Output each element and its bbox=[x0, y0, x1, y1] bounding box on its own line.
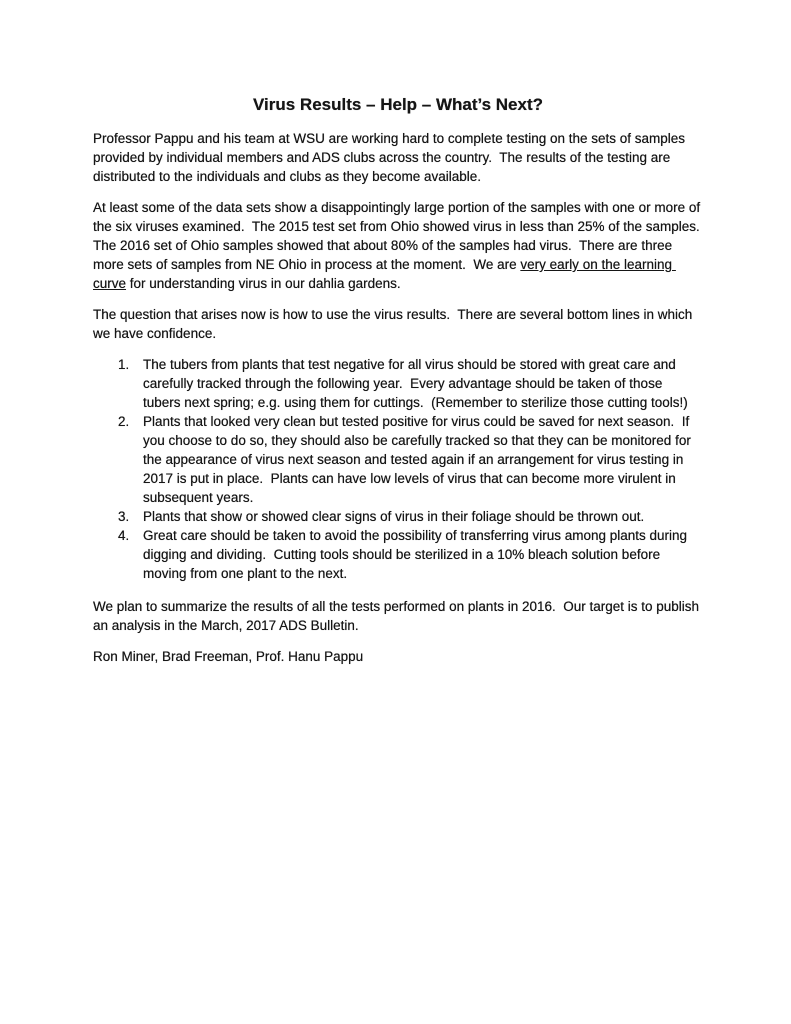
list-item-number: 4. bbox=[118, 528, 130, 543]
list-item-number: 1. bbox=[118, 357, 130, 372]
list-item-text: The tubers from plants that test negative for all virus should be stored with great care and carefully tracked through the following year. Every advantage should be taken of those tubers next spring; e.g. using them for cuttings. (Remember to sterilize those cutting tools!) bbox=[143, 357, 688, 410]
paragraph-results bbox=[93, 198, 708, 293]
results-text-underlined: very early on the learning curve bbox=[93, 257, 676, 291]
list-item-number: 3. bbox=[118, 509, 130, 524]
document-title: Virus Results – Help – What’s Next? bbox=[252, 95, 544, 114]
list-item-text: Great care should be taken to avoid the possibility of transferring virus among plants during digging and dividing. Cutting tools should be sterilized in a 10% bleach solution before moving from one plant to the next. bbox=[143, 528, 691, 581]
numbered-list bbox=[93, 355, 703, 583]
signature-line: Ron Miner, Brad Freeman, Prof. Hanu Pappu bbox=[93, 649, 364, 664]
paragraph-closing: We plan to summarize the results of all the tests performed on plants in 2016. Our target is to publish an analysis in the March, 2017 ADS Bulletin. bbox=[93, 599, 703, 633]
list-item bbox=[118, 526, 703, 583]
list-item-number: 2. bbox=[118, 414, 130, 429]
list-item bbox=[118, 412, 703, 507]
results-text-before: At least some of the data sets show a disappointingly large portion of the samples with one or more of the six viruses examined. The 2015 test set from Ohio showed virus in less than 25% of the samples. The 2016 set of Ohio samples showed that about 80% of the samples had virus. There are three more sets of samples from NE Ohio in process at the moment. We are bbox=[93, 200, 708, 272]
paragraph-intro: Professor Pappu and his team at WSU are working hard to complete testing on the sets of samples provided by individual members and ADS clubs across the country. The results of the testing are distributed to the individuals and clubs as they become available. bbox=[93, 131, 689, 184]
paragraph-question: The question that arises now is how to use the virus results. There are several bottom lines in which we have confidence. bbox=[93, 307, 697, 341]
results-text-after: for understanding virus in our dahlia gardens. bbox=[126, 276, 401, 291]
list-item-text: Plants that show or showed clear signs of virus in their foliage should be thrown out. bbox=[143, 509, 645, 524]
list-item-text: Plants that looked very clean but tested positive for virus could be saved for next season. If you choose to do so, they should also be carefully tracked so that they can be monitored for the appearance of virus next season and tested again if an arrangement for virus testing in 2017 is put in place. Plants can have low levels of virus that can become more virulent in subsequent years. bbox=[143, 414, 695, 505]
document-content bbox=[93, 94, 708, 666]
list-item bbox=[118, 507, 703, 526]
list-item bbox=[118, 355, 703, 412]
